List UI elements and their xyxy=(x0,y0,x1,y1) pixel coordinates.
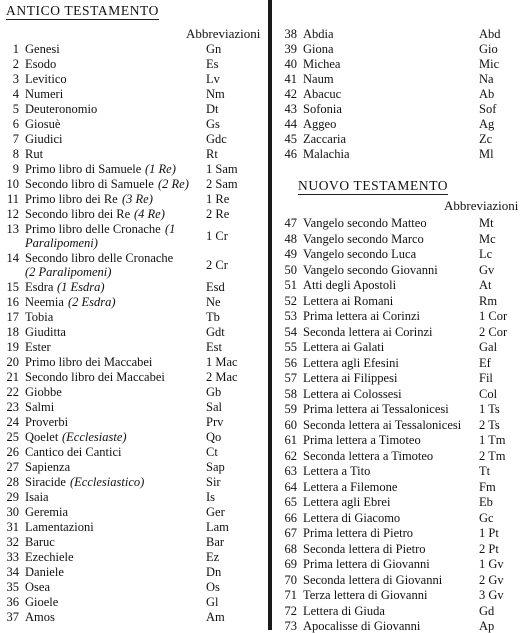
book-name: Amos xyxy=(25,610,55,624)
book-abbreviation: Am xyxy=(206,610,225,624)
book-abbreviation: Zc xyxy=(479,132,493,146)
book-number: 61 xyxy=(284,433,297,447)
book-name: Numeri xyxy=(25,87,64,101)
book-abbreviation: 1 Tm xyxy=(479,433,506,447)
book-abbreviation: Ap xyxy=(479,619,495,633)
book-abbreviation: 2 Cr xyxy=(206,258,228,272)
book-abbreviation: Ez xyxy=(206,550,220,564)
book-name: Vangelo secondo Matteo xyxy=(303,216,427,230)
book-alt-name: (Ecclesiaste) xyxy=(62,430,127,444)
book-name: Geremia xyxy=(25,505,69,519)
book-name: Esdra xyxy=(25,280,54,294)
book-abbreviation: Gal xyxy=(479,340,498,354)
book-abbreviation: Lv xyxy=(206,72,220,86)
book-number: 20 xyxy=(6,355,19,369)
book-number: 57 xyxy=(284,371,297,385)
book-abbreviation: Lc xyxy=(479,247,493,261)
book-name: Isaia xyxy=(25,490,49,504)
book-number: 1 xyxy=(12,42,19,56)
book-alt-name: (1 Esdra) xyxy=(57,280,105,294)
book-number: 72 xyxy=(284,603,297,618)
book-abbreviation: Fm xyxy=(479,479,496,494)
book-number: 11 xyxy=(6,192,19,206)
book-number: 7 xyxy=(12,132,19,146)
book-abbreviation: Gb xyxy=(206,385,222,399)
book-number: 62 xyxy=(284,448,297,463)
book-name: Salmi xyxy=(25,400,55,414)
book-abbreviation: Esd xyxy=(206,280,225,294)
book-abbreviation: Ger xyxy=(206,505,225,519)
book-number: 5 xyxy=(12,102,19,116)
book-abbreviation: Ef xyxy=(479,355,491,370)
book-abbreviation: 3 Gv xyxy=(479,588,504,602)
book-number: 27 xyxy=(6,460,19,474)
book-alt-name: (1 xyxy=(165,222,176,236)
book-abbreviation: Mt xyxy=(479,216,494,230)
book-number: 53 xyxy=(284,309,297,323)
book-name: Terza lettera di Giovanni xyxy=(303,588,428,602)
book-number: 68 xyxy=(284,541,297,556)
book-abbreviation: 1 Cor xyxy=(479,309,508,323)
new-testament-abbr-header: Abbreviazioni xyxy=(444,198,519,213)
book-name: Gioele xyxy=(25,595,59,609)
book-number: 58 xyxy=(284,386,297,401)
book-number: 40 xyxy=(284,57,297,71)
book-name: Giudici xyxy=(25,132,63,146)
book-number: 65 xyxy=(284,495,297,509)
book-name: Lettera agli Ebrei xyxy=(303,495,391,509)
book-number: 17 xyxy=(6,310,19,324)
book-number: 15 xyxy=(6,280,19,294)
book-name: Giobbe xyxy=(25,385,62,399)
book-abbreviation: Fil xyxy=(479,371,493,385)
book-number: 47 xyxy=(284,216,297,230)
book-abbreviation: Sir xyxy=(206,475,221,489)
book-abbreviation: At xyxy=(479,278,492,292)
book-name: Seconda lettera di Giovanni xyxy=(303,572,443,587)
book-number: 38 xyxy=(284,27,297,41)
book-abbreviation: Gdc xyxy=(206,132,227,146)
book-name: Aggeo xyxy=(303,117,337,131)
book-abbreviation: Is xyxy=(206,490,216,504)
book-name: Lettera ai Romani xyxy=(303,293,394,308)
book-abbreviation: Gv xyxy=(479,262,495,277)
book-name: Daniele xyxy=(25,565,64,579)
book-number: 13 xyxy=(6,222,19,236)
book-name: Sofonia xyxy=(303,102,342,116)
book-name: Seconda lettera a Timoteo xyxy=(303,448,434,463)
book-abbreviation: 1 Re xyxy=(206,192,230,206)
book-abbreviation: 2 Tm xyxy=(479,448,506,463)
book-number: 44 xyxy=(284,117,297,131)
book-name: Prima lettera a Timoteo xyxy=(303,433,421,447)
book-abbreviation: Gc xyxy=(479,510,494,525)
book-abbreviation: 2 Re xyxy=(206,207,230,221)
book-name: Esodo xyxy=(25,57,57,71)
book-abbreviation: Gdt xyxy=(206,325,225,339)
book-abbreviation: Gl xyxy=(206,595,219,609)
book-name: Lettera di Giacomo xyxy=(303,510,401,525)
book-number: 48 xyxy=(284,231,297,246)
book-name: Giona xyxy=(303,42,334,56)
book-number: 37 xyxy=(6,610,19,624)
book-number: 66 xyxy=(284,510,297,525)
book-name: Primo libro di Samuele xyxy=(25,162,142,176)
book-number: 28 xyxy=(6,475,19,489)
book-number: 60 xyxy=(284,417,297,432)
book-number: 43 xyxy=(284,102,297,116)
book-number: 4 xyxy=(12,87,19,101)
book-name: Atti degli Apostoli xyxy=(303,278,397,292)
book-abbreviation: Mic xyxy=(479,57,500,71)
book-name: Abdia xyxy=(303,27,334,41)
book-name: Lettera ai Colossesi xyxy=(303,386,402,401)
book-alt-name: (Ecclesiastico) xyxy=(70,475,145,489)
book-name: Sapienza xyxy=(25,460,71,474)
book-number: 3 xyxy=(12,72,19,86)
book-number: 8 xyxy=(12,147,19,161)
book-name: Lettera a Tito xyxy=(303,464,371,478)
book-number: 49 xyxy=(284,247,297,261)
book-abbreviation: Abd xyxy=(479,27,501,41)
book-abbreviation: Ne xyxy=(206,295,221,309)
book-name: Primo libro dei Re xyxy=(25,192,118,206)
book-number: 55 xyxy=(284,340,297,354)
book-abbreviation: Qo xyxy=(206,430,222,444)
book-alt-name-line2: (2 Paralipomeni) xyxy=(25,265,112,279)
book-number: 71 xyxy=(284,588,297,602)
book-abbreviation: Gn xyxy=(206,42,222,56)
book-name: Prima lettera ai Corinzi xyxy=(303,309,420,323)
book-name: Lettera di Giuda xyxy=(303,603,385,618)
book-number: 26 xyxy=(6,445,19,459)
book-name: Lettera ai Filippesi xyxy=(303,371,398,385)
book-abbreviation: Bar xyxy=(206,535,225,549)
book-name: Apocalisse di Giovanni xyxy=(303,619,421,633)
book-name: Secondo libro dei Re xyxy=(25,207,131,221)
book-abbreviation: 2 Pt xyxy=(479,541,499,556)
book-number: 54 xyxy=(284,324,297,339)
book-name: Rut xyxy=(25,147,44,161)
book-number: 9 xyxy=(12,162,19,176)
book-number: 25 xyxy=(6,430,19,444)
book-abbreviation: Sof xyxy=(479,102,497,116)
book-name: Siracide xyxy=(25,475,66,489)
book-name: Zaccaria xyxy=(303,132,347,146)
book-number: 45 xyxy=(284,132,297,146)
book-number: 69 xyxy=(284,557,297,571)
old-testament-title: ANTICO TESTAMENTO xyxy=(6,3,159,18)
book-name: Deuteronomio xyxy=(25,102,98,116)
book-name: Qoelet xyxy=(25,430,59,444)
book-alt-name: (4 Re) xyxy=(134,207,165,221)
book-number: 70 xyxy=(284,572,297,587)
book-number: 73 xyxy=(284,619,297,633)
book-name: Giuditta xyxy=(25,325,66,339)
book-number: 22 xyxy=(6,385,19,399)
book-number: 16 xyxy=(6,295,19,309)
book-name: Osea xyxy=(25,580,50,594)
book-number: 52 xyxy=(284,293,297,308)
book-name: Lamentazioni xyxy=(25,520,94,534)
book-alt-name: (2 Esdra) xyxy=(68,295,116,309)
book-abbreviation: Es xyxy=(206,57,219,71)
book-number: 18 xyxy=(6,325,19,339)
book-number: 56 xyxy=(284,355,297,370)
book-number: 14 xyxy=(6,251,19,265)
book-abbreviation: Mc xyxy=(479,231,496,246)
book-number: 46 xyxy=(284,147,297,161)
book-number: 23 xyxy=(6,400,19,414)
column-divider xyxy=(268,0,272,630)
book-abbreviation: 2 Gv xyxy=(479,572,504,587)
book-alt-name-line2: Paralipomeni) xyxy=(25,236,98,250)
book-number: 39 xyxy=(284,42,297,56)
book-name: Prima lettera ai Tessalonicesi xyxy=(303,402,449,416)
book-abbreviation: Ab xyxy=(479,87,495,101)
book-number: 6 xyxy=(12,117,19,131)
book-name: Vangelo secondo Marco xyxy=(303,231,424,246)
book-number: 31 xyxy=(6,520,19,534)
book-name: Neemia xyxy=(25,295,64,309)
book-abbreviation: Gio xyxy=(479,42,498,56)
book-abbreviation: Tt xyxy=(479,464,491,478)
book-abbreviation: Sal xyxy=(206,400,222,414)
book-abbreviation: Dn xyxy=(206,565,222,579)
book-abbreviation: Nm xyxy=(206,87,225,101)
book-number: 2 xyxy=(12,57,19,71)
book-name: Ezechiele xyxy=(25,550,74,564)
book-name: Abacuc xyxy=(303,87,342,101)
book-name: Seconda lettera ai Corinzi xyxy=(303,324,433,339)
book-abbreviation: 1 Pt xyxy=(479,526,499,540)
book-name: Proverbi xyxy=(25,415,69,429)
book-abbreviation: Na xyxy=(479,72,494,86)
book-number: 29 xyxy=(6,490,19,504)
book-abbreviation: 1 Ts xyxy=(479,402,500,416)
book-alt-name: (2 Re) xyxy=(158,177,189,191)
new-testament-title: NUOVO TESTAMENTO xyxy=(298,178,449,193)
book-number: 34 xyxy=(6,565,19,579)
book-abbreviation: Dt xyxy=(206,102,219,116)
book-alt-name: (1 Re) xyxy=(145,162,176,176)
book-abbreviation: Eb xyxy=(479,495,493,509)
book-abbreviation: Os xyxy=(206,580,220,594)
book-name: Seconda lettera ai Tessalonicesi xyxy=(303,417,462,432)
book-alt-name: (3 Re) xyxy=(122,192,153,206)
book-abbreviation: 2 Ts xyxy=(479,417,500,432)
book-abbreviation: 2 Sam xyxy=(206,177,238,191)
book-abbreviation: Ml xyxy=(479,147,494,161)
book-abbreviation: Tb xyxy=(206,310,220,324)
book-name: Genesi xyxy=(25,42,60,56)
book-abbreviation: Est xyxy=(206,340,222,354)
book-number: 10 xyxy=(6,177,19,191)
book-abbreviation: Sap xyxy=(206,460,225,474)
book-name: Tobia xyxy=(25,310,54,324)
book-name: Prima lettera di Pietro xyxy=(303,526,414,540)
book-abbreviation: Lam xyxy=(206,520,229,534)
book-name: Michea xyxy=(303,57,341,71)
book-abbreviation: 1 Sam xyxy=(206,162,238,176)
book-name: Giosuè xyxy=(25,117,61,131)
book-name: Vangelo secondo Giovanni xyxy=(303,262,438,277)
book-name: Lettera a Filemone xyxy=(303,479,398,494)
book-abbreviation: Col xyxy=(479,386,498,401)
book-abbreviation: 2 Cor xyxy=(479,324,508,339)
book-name: Lettera ai Galati xyxy=(303,340,385,354)
book-abbreviation: Rt xyxy=(206,147,218,161)
book-number: 19 xyxy=(6,340,19,354)
book-name: Prima lettera di Giovanni xyxy=(303,557,430,571)
book-name: Malachia xyxy=(303,147,350,161)
book-name: Baruc xyxy=(25,535,55,549)
book-number: 63 xyxy=(284,464,297,478)
book-abbreviation: 2 Mac xyxy=(206,370,238,384)
book-number: 36 xyxy=(6,595,19,609)
book-name: Primo libro delle Cronache xyxy=(25,222,161,236)
book-abbreviation: Gd xyxy=(479,603,495,618)
book-name: Secondo libro dei Maccabei xyxy=(25,370,165,384)
book-number: 42 xyxy=(284,87,297,101)
book-number: 67 xyxy=(284,526,297,540)
book-number: 59 xyxy=(284,402,297,416)
book-abbreviation: Prv xyxy=(206,415,224,429)
book-abbreviation: Ag xyxy=(479,117,495,131)
book-number: 21 xyxy=(6,370,19,384)
book-number: 24 xyxy=(6,415,19,429)
book-abbreviation: 1 Gv xyxy=(479,557,504,571)
book-number: 12 xyxy=(6,207,19,221)
book-name: Levitico xyxy=(25,72,67,86)
book-name: Vangelo secondo Luca xyxy=(303,247,417,261)
book-name: Secondo libro di Samuele xyxy=(25,177,154,191)
book-name: Naum xyxy=(303,72,334,86)
book-abbreviation: Rm xyxy=(479,293,498,308)
book-number: 50 xyxy=(284,262,297,277)
book-name: Secondo libro delle Cronache xyxy=(25,251,174,265)
book-number: 33 xyxy=(6,550,19,564)
book-number: 30 xyxy=(6,505,19,519)
book-number: 35 xyxy=(6,580,19,594)
book-name: Seconda lettera di Pietro xyxy=(303,541,426,556)
book-number: 41 xyxy=(284,72,297,86)
book-number: 64 xyxy=(284,479,297,494)
book-name: Cantico dei Cantici xyxy=(25,445,122,459)
book-name: Lettera agli Efesini xyxy=(303,355,399,370)
book-abbreviation: Ct xyxy=(206,445,218,459)
book-abbreviation: 1 Mac xyxy=(206,355,238,369)
book-number: 32 xyxy=(6,535,19,549)
book-abbreviation: Gs xyxy=(206,117,220,131)
book-number: 51 xyxy=(284,278,297,292)
book-name: Primo libro dei Maccabei xyxy=(25,355,153,369)
book-name: Ester xyxy=(25,340,51,354)
old-testament-abbr-header: Abbreviazioni xyxy=(186,26,261,41)
book-abbreviation: 1 Cr xyxy=(206,229,228,243)
